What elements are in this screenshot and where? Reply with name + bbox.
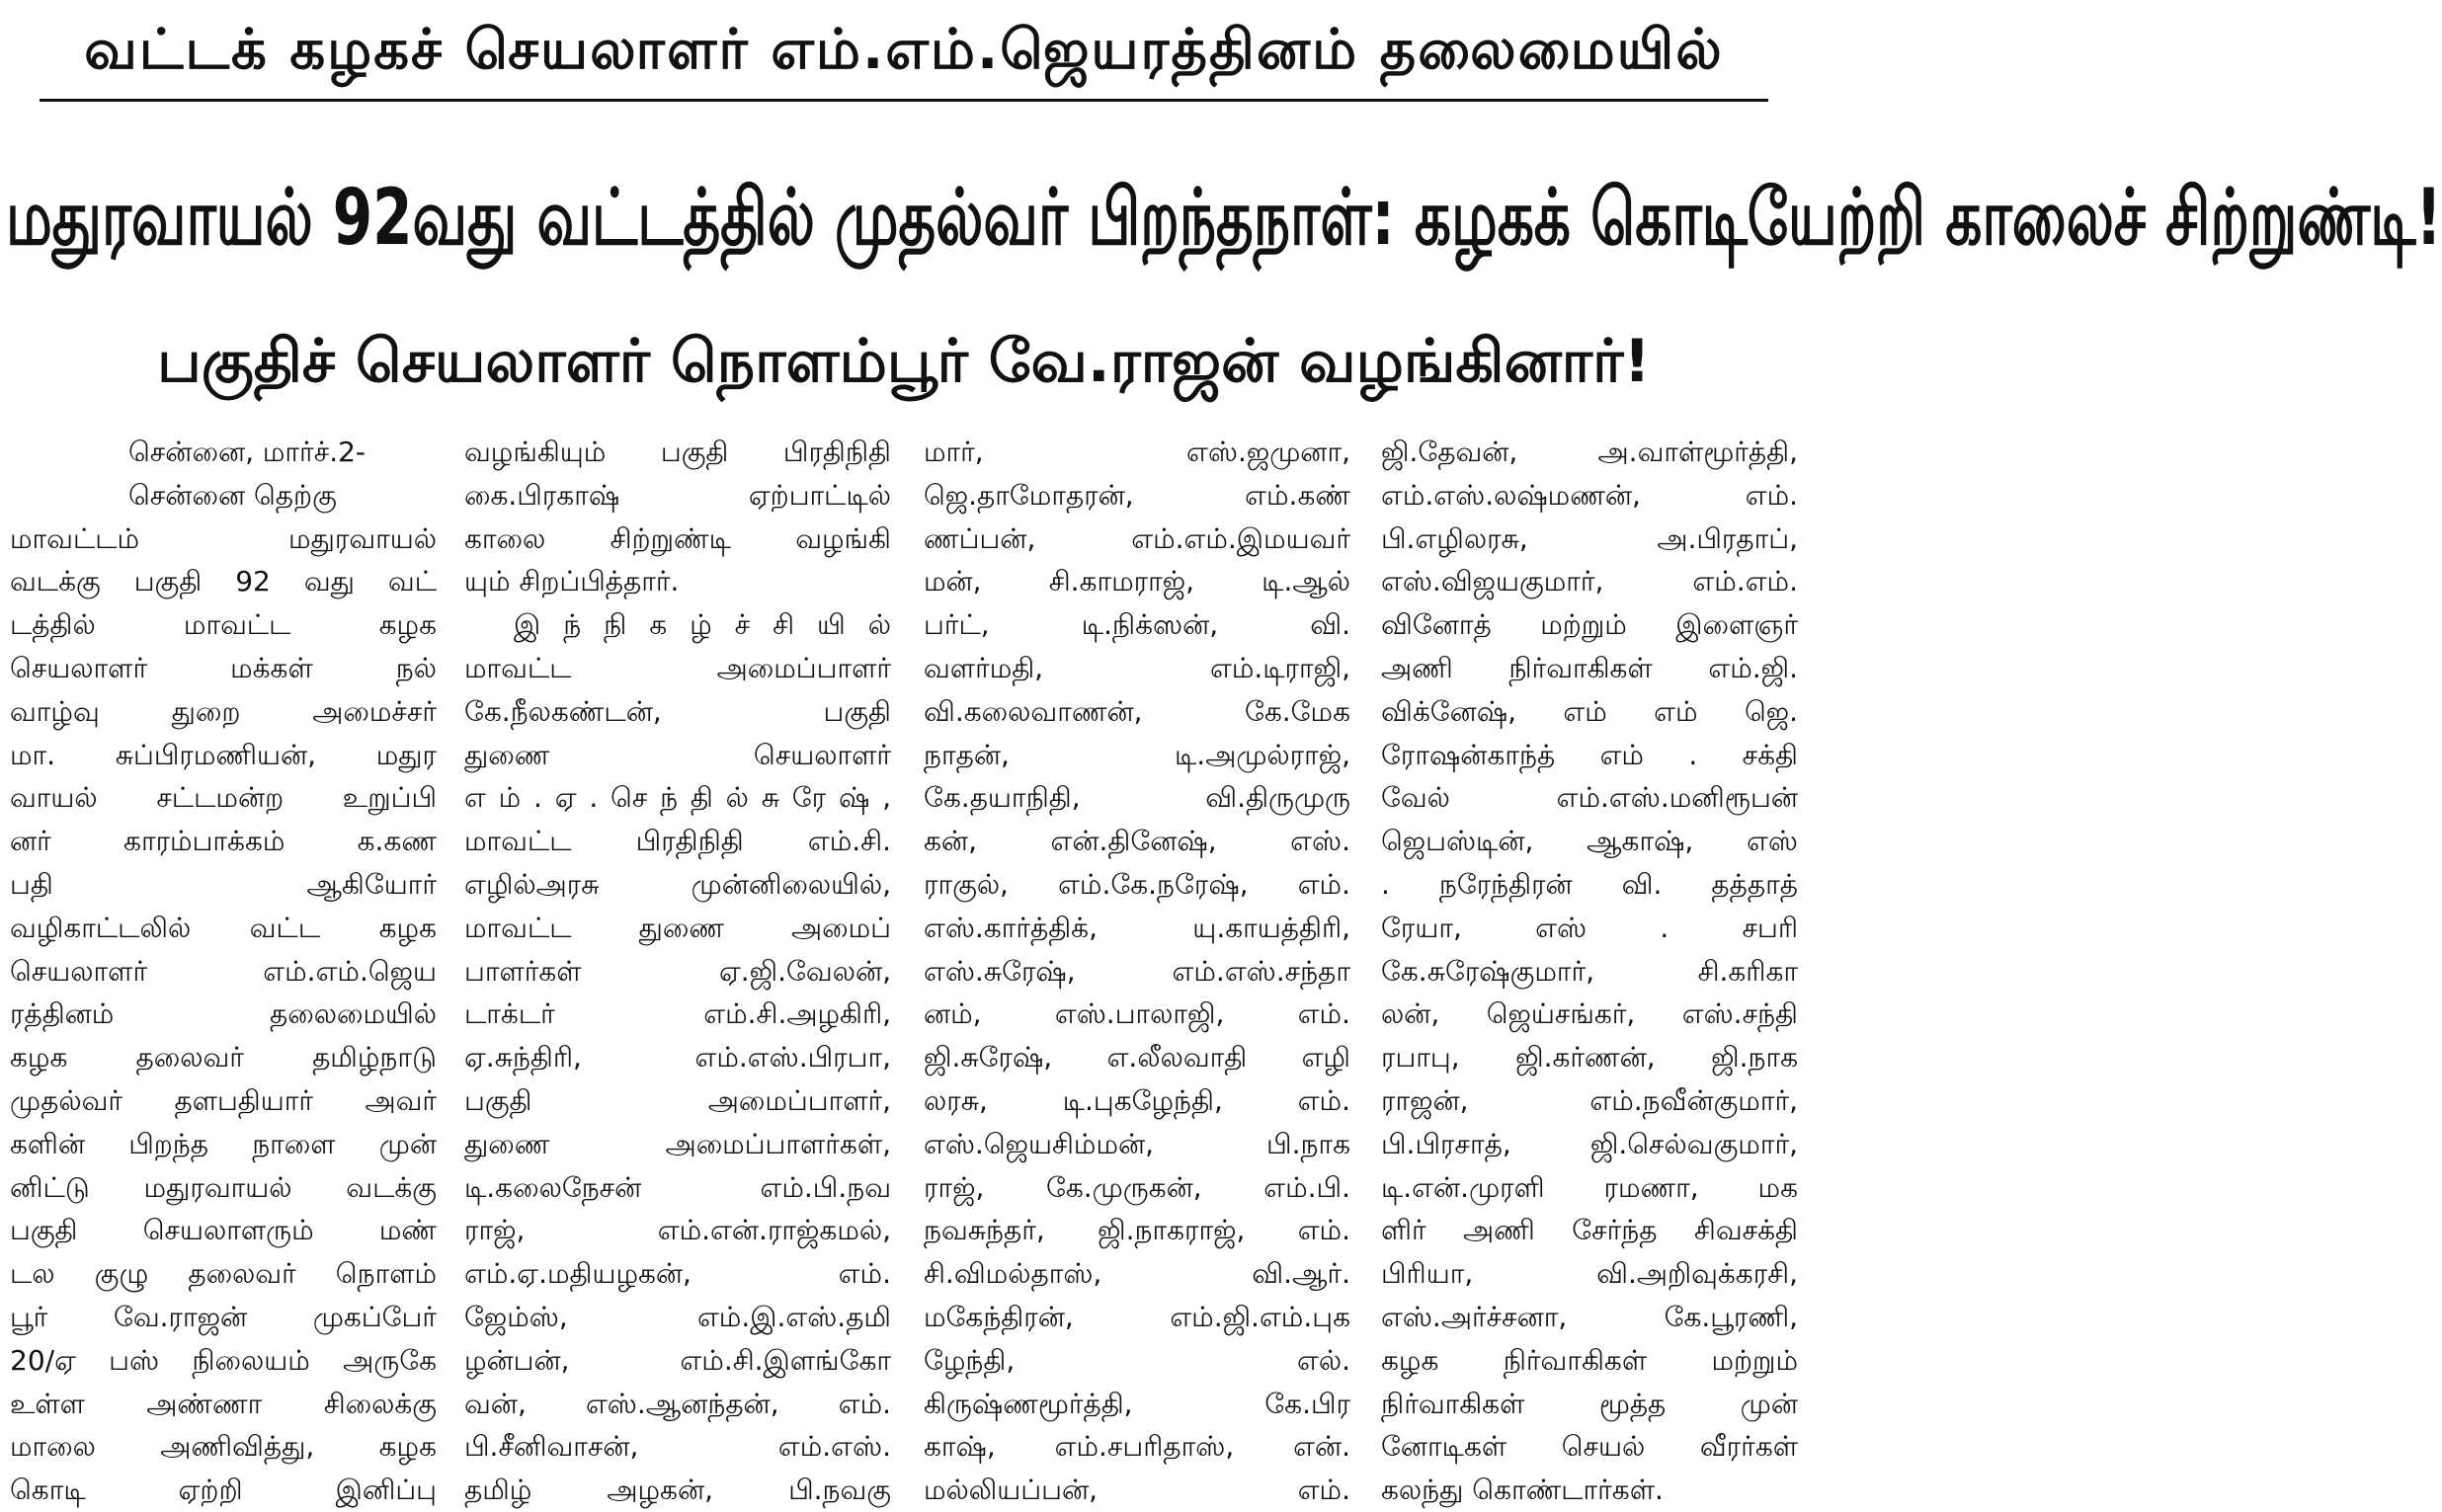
text-line: லன், ஜெய்சங்கர், எஸ்.சந்தி	[1381, 997, 1798, 1031]
text-line: பர்ட், டி.நிக்ஸன், வி.	[924, 608, 1350, 642]
text-line: எம்.எஸ்.லஷ்மணன், எம்.	[1381, 478, 1798, 512]
text-line: டாக்டர் எம்.சி.அழகிரி,	[464, 997, 891, 1031]
text-line: பி.பிரசாத், ஜி.செல்வகுமார்,	[1381, 1127, 1798, 1160]
text-line: மாவட்ட துணை அமைப்	[464, 911, 891, 944]
text-line: செயலாளர் எம்.எம்.ஜெய	[10, 954, 437, 988]
text-line: வளர்மதி, எம்.டிராஜி,	[924, 651, 1350, 684]
text-line: ராஜன், எம்.நவீன்குமார்,	[1381, 1083, 1798, 1117]
text-line: பகுதி அமைப்பாளர்,	[464, 1083, 891, 1117]
text-line: ழேந்தி, எல்.	[924, 1343, 1350, 1377]
text-line: னோடிகள் செயல் வீரர்கள்	[1381, 1430, 1798, 1464]
text-line: உள்ள அண்ணா சிலைக்கு	[10, 1387, 437, 1420]
text-line: கொடி ஏற்றி இனிப்பு	[10, 1473, 437, 1507]
text-line: 20/ஏ பஸ் நிலையம் அருகே	[10, 1343, 437, 1377]
text-line: துணை செயலாளர்	[464, 738, 891, 771]
text-line: வேல் எம்.எஸ்.மனிரூபன்	[1381, 781, 1798, 815]
text-line: பி.எழிலரசு, அ.பிரதாப்,	[1381, 521, 1798, 555]
text-line: மல்லியப்பன், எம்.	[924, 1473, 1350, 1507]
text-line: ஜி.சுரேஷ், எ.லீலவாதி எழி	[924, 1041, 1350, 1074]
text-line: கே.நீலகண்டன், பகுதி	[464, 694, 891, 728]
text-column-4	[1381, 431, 1798, 1507]
text-line: கழக நிர்வாகிகள் மற்றும்	[1381, 1343, 1798, 1377]
text-line: கே.சுரேஷ்குமார், சி.கரிகா	[1381, 954, 1798, 988]
text-line: கன், என்.தினேஷ், எஸ்.	[924, 825, 1350, 858]
text-column-3	[924, 431, 1350, 1507]
text-line: பிரியா, வி.அறிவுக்கரசி,	[1381, 1257, 1798, 1291]
text-line: ரபாபு, ஜி.கர்ணன், ஜி.நாக	[1381, 1041, 1798, 1074]
text-line: எஸ்.அர்ச்சனா, கே.பூரணி,	[1381, 1300, 1798, 1333]
text-line: எம்.ஏ.மதியழகன், எம்.	[464, 1257, 891, 1291]
text-line: னம், எஸ்.பாலாஜி, எம்.	[924, 997, 1350, 1031]
text-line: ரோஷன்காந்த் எம் . சக்தி	[1381, 738, 1798, 771]
text-line: எஸ்.விஜயகுமார், எம்.எம்.	[1381, 565, 1798, 598]
text-line: . நரேந்திரன் வி. தத்தாத்	[1381, 867, 1798, 901]
text-line: காலை சிற்றுண்டி வழங்கி	[464, 521, 891, 555]
text-line: மாவட்டம் மதுரவாயல்	[10, 521, 437, 555]
text-line: தமிழ் அழகன், பி.நவகு	[464, 1473, 891, 1507]
text-line: காஷ், எம்.சபரிதாஸ், என்.	[924, 1430, 1350, 1464]
text-line: மாலை அணிவித்து, கழக	[10, 1430, 437, 1464]
text-line: கே.தயாநிதி, வி.திருமுரு	[924, 781, 1350, 815]
text-line: எஸ்.சுரேஷ், எம்.எஸ்.சந்தா	[924, 954, 1350, 988]
text-line: யும் சிறப்பித்தார்.	[464, 565, 680, 598]
text-line: கிருஷ்ணமூர்த்தி, கே.பிர	[924, 1387, 1350, 1420]
text-line: பூர் வே.ராஜன் முகப்பேர்	[10, 1300, 437, 1333]
text-line: ஜேம்ஸ், எம்.இ.எஸ்.தமி	[464, 1300, 891, 1333]
text-line: எழில்அரசு முன்னிலையில்,	[464, 867, 891, 901]
text-line: வினோத் மற்றும் இளைஞர்	[1381, 608, 1798, 642]
text-line: னர் காரம்பாக்கம் க.கண	[10, 825, 437, 858]
text-line: டி.கலைநேசன் எம்.பி.நவ	[464, 1170, 891, 1204]
text-column-1	[10, 431, 437, 1507]
text-line: கழக தலைவர் தமிழ்நாடு	[10, 1041, 437, 1074]
top-rule	[40, 99, 1768, 102]
text-line: இ ந் நி க ழ் ச் சி யி ல்	[514, 608, 891, 642]
text-line: மா. சுப்பிரமணியன், மதுர	[10, 738, 437, 771]
text-line: ஜெ.தாமோதரன், எம்.கண்	[924, 478, 1350, 512]
text-line: மகேந்திரன், எம்.ஜி.எம்.புக	[924, 1300, 1350, 1333]
text-line: டல குழு தலைவர் நொளம்	[10, 1257, 437, 1291]
text-line: நிர்வாகிகள் மூத்த முன்	[1381, 1387, 1798, 1420]
text-line: னிட்டு மதுரவாயல் வடக்கு	[10, 1170, 437, 1204]
text-line: மாவட்ட அமைப்பாளர்	[464, 651, 891, 684]
text-line: வி.கலைவாணன், கே.மேக	[924, 694, 1350, 728]
text-line: டி.என்.முரளி ரமணா, மக	[1381, 1170, 1798, 1204]
text-line: எஸ்.ஜெயசிம்மன், பி.நாக	[924, 1127, 1350, 1160]
text-line: வாழ்வு துறை அமைச்சர்	[10, 694, 437, 728]
text-line: ராஜ், எம்.என்.ராஜ்கமல்,	[464, 1214, 891, 1247]
text-line: முதல்வர் தளபதியார் அவர்	[10, 1083, 437, 1117]
text-line: ரேயா, எஸ் . சபரி	[1381, 911, 1798, 944]
text-line: லரசு, டி.புகழேந்தி, எம்.	[924, 1083, 1350, 1117]
article-headline: மதுரவாயல் 92வது வட்டத்தில் முதல்வர் பிறந்தநாள்: கழகக் கொடியேற்றி காலைச் சிற்றுண்டி!	[6, 172, 2442, 263]
dateline: சென்னை, மார்ச்.2-	[128, 436, 366, 468]
text-line: ராகுல், எம்.கே.நரேஷ், எம்.	[924, 867, 1350, 901]
text-line: பதி ஆகியோர்	[10, 867, 437, 901]
text-line: நவசுந்தர், ஜி.நாகராஜ், எம்.	[924, 1214, 1350, 1247]
article-subheadline: பகுதிச் செயலாளர் நொளம்பூர் வே.ராஜன் வழங்கினார்!	[157, 327, 1651, 396]
text-line: மார், எஸ்.ஜமுனா,	[924, 436, 1350, 468]
text-line: மாவட்ட பிரதிநிதி எம்.சி.	[464, 825, 891, 858]
text-line: செயலாளர் மக்கள் நல்	[10, 651, 437, 684]
text-line: கை.பிரகாஷ் ஏற்பாட்டில்	[464, 478, 891, 512]
text-line: வழங்கியும் பகுதி பிரதிநிதி	[464, 436, 891, 468]
text-line: ரத்தினம் தலைமையில்	[10, 997, 437, 1031]
text-line: எ ம் . ஏ . செ ந் தி ல் சு ரே ஷ் ,	[464, 781, 891, 815]
text-line: எஸ்.கார்த்திக், யு.காயத்திரி,	[924, 911, 1350, 944]
text-line: வடக்கு பகுதி 92 வது வட்	[10, 565, 437, 598]
text-line: ராஜ், கே.முருகன், எம்.பி.	[924, 1170, 1350, 1204]
text-line: வழிகாட்டலில் வட்ட கழக	[10, 911, 437, 944]
text-line: வாயல் சட்டமன்ற உறுப்பி	[10, 781, 437, 815]
text-line: ஜெபஸ்டின், ஆகாஷ், எஸ்	[1381, 825, 1798, 858]
text-line: ணப்பன், எம்.எம்.இமயவர்	[924, 521, 1350, 555]
text-line: மன், சி.காமராஜ், டி.ஆல்	[924, 565, 1350, 598]
text-line: விக்னேஷ், எம் எம் ஜெ.	[1381, 694, 1798, 728]
text-line: பி.சீனிவாசன், எம்.எஸ்.	[464, 1430, 891, 1464]
text-line: அணி நிர்வாகிகள் எம்.ஜி.	[1381, 651, 1798, 684]
text-line: சென்னை தெற்கு	[128, 478, 337, 512]
text-line: சி.விமல்தாஸ், வி.ஆர்.	[924, 1257, 1350, 1291]
text-line: பகுதி செயலாளரும் மண்	[10, 1214, 437, 1247]
text-line: கலந்து கொண்டார்கள்.	[1381, 1473, 1664, 1507]
text-column-2	[464, 431, 891, 1507]
text-line: துணை அமைப்பாளர்கள்,	[464, 1127, 891, 1160]
article-kicker: வட்டக் கழகச் செயலாளர் எம்.எம்.ஜெயரத்தினம் தலைமையில்	[84, 18, 1724, 82]
text-line: ழன்பன், எம்.சி.இளங்கோ	[464, 1343, 891, 1377]
text-line: வன், எஸ்.ஆனந்தன், எம்.	[464, 1387, 891, 1420]
text-line: பாளர்கள் ஏ.ஜி.வேலன்,	[464, 954, 891, 988]
text-line: நாதன், டி.அமுல்ராஜ்,	[924, 738, 1350, 771]
text-line: டத்தில் மாவட்ட கழக	[10, 608, 437, 642]
text-line: ஏ.சுந்திரி, எம்.எஸ்.பிரபா,	[464, 1041, 891, 1074]
text-line: ளிர் அணி சேர்ந்த சிவசக்தி	[1381, 1214, 1798, 1247]
text-line: களின் பிறந்த நாளை முன்	[10, 1127, 437, 1160]
text-line: ஜி.தேவன், அ.வாள்மூர்த்தி,	[1381, 436, 1798, 468]
